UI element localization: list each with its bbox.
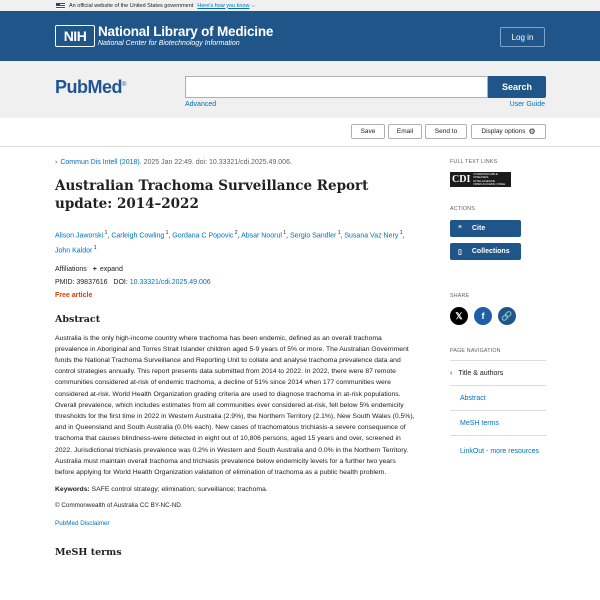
author-link[interactable]: Gordana C Popovic xyxy=(172,232,234,240)
abstract-text: Australia is the only high-income country where trachoma has been endemic, defined as an overall trachoma prevalence in Aboriginal and Torres Strait Islander children aged 5-9 years of 5% or more. The Australian Government funds the National Trachoma Surveillance and Reporting Unit to collate and analyse trachoma prevalence data and control strategies annually. This report presents data submitted from 2014 to 2022. In 2022, there were 87 remote communities considered at-risk of endemic trachoma, a decline of 51% since 2014 when 177 communities were considered at-risk. World Health Organization grading criteria are used to diagnose trachoma in at-risk populations. Overall prevalence, which includes estimates from all communities ever considered at-risk, fell below 5% endemicity thresholds for the first time in 2022 in Western Australia (2.9%), the Northern Territory (2.1%), New South Wales (0.5%), and in Queensland and South Australia (0.0% each). New cases of trachomatous trichiasis-a severe consequence of trachoma that causes blindness-were detected in eight out of 10,806 persons, aged 15 years and over, screened in 2022. Jurisdictional trichiasis prevalence was 0.2% in Western and South Australia and 0.0% in the Northern Territory. Australia must maintain overall trachoma and trichiasis prevalence below endemicity levels for a further two years before applying for World Health Organization validation of elimination of trachoma as a public health problem. xyxy=(55,334,415,477)
nav-item-label: Title & authors xyxy=(458,369,504,377)
copy-link-icon[interactable]: 🔗 xyxy=(498,307,516,325)
nih-logo[interactable]: NIH xyxy=(55,25,95,47)
chevron-down-icon: ⌵ xyxy=(251,2,256,9)
author-separator: , xyxy=(168,232,173,240)
cdi-line: DISEASES xyxy=(473,175,489,179)
cite-button[interactable] xyxy=(450,220,521,237)
author-affiliation-number[interactable]: 2 xyxy=(233,230,238,236)
keywords xyxy=(55,486,415,493)
mesh-heading: MeSH terms xyxy=(55,547,122,559)
search-band xyxy=(0,61,600,118)
author-link[interactable]: Alison Jaworski xyxy=(55,232,104,240)
search-input[interactable] xyxy=(185,76,488,98)
doi-label: DOI: xyxy=(113,278,130,286)
author-affiliation-number[interactable]: 1 xyxy=(281,230,287,236)
chevron-left-icon: ‹ xyxy=(450,369,453,377)
author-separator: , xyxy=(286,232,290,240)
us-flag-icon xyxy=(56,3,65,9)
x-twitter-icon[interactable]: 𝕏 xyxy=(450,307,468,325)
expand-link[interactable]: expand xyxy=(99,265,123,273)
abstract-heading: Abstract xyxy=(55,313,101,325)
nlm-subtitle: National Center for Biotechnology Information xyxy=(98,40,240,47)
cdi-full-text-logo[interactable] xyxy=(450,172,511,187)
page-nav xyxy=(450,360,546,468)
author-affiliation-number[interactable]: 1 xyxy=(336,230,341,236)
nlm-title[interactable]: National Library of Medicine xyxy=(98,24,274,39)
nlm-header xyxy=(0,11,600,61)
heres-how-link[interactable]: Here's how you know xyxy=(197,2,250,9)
gov-banner-text: An official website of the United States government xyxy=(69,2,194,9)
full-text-links-label: FULL TEXT LINKS xyxy=(450,159,498,165)
author-affiliation-number[interactable]: 1 xyxy=(103,230,108,236)
author-link[interactable]: Sergio Sandler xyxy=(290,232,337,240)
chevron-right-icon: › xyxy=(55,159,58,166)
author-separator: , xyxy=(237,232,242,240)
cdi-logo-big: CDI xyxy=(452,174,471,185)
affiliations-label: Affiliations xyxy=(55,265,87,273)
display-options-label: Display options xyxy=(481,128,526,135)
nav-title-authors[interactable] xyxy=(450,361,546,386)
action-bar xyxy=(0,118,600,147)
gear-icon: ⚙ xyxy=(528,127,536,136)
facebook-icon[interactable]: f xyxy=(474,307,492,325)
bookmark-icon: ▯ xyxy=(458,248,462,256)
nav-abstract[interactable]: Abstract xyxy=(450,386,546,411)
cdi-line: COMMUNICABLE xyxy=(473,171,498,176)
journal-citation xyxy=(55,159,415,166)
display-options-button[interactable] xyxy=(471,124,546,139)
page-navigation-label: PAGE NAVIGATION xyxy=(450,348,501,354)
registered-mark: ® xyxy=(122,82,126,88)
copyright: © Commonwealth of Australia CC BY-NC-ND. xyxy=(55,502,183,510)
author-affiliation-number[interactable]: 1 xyxy=(92,245,97,252)
collections-label: Collections xyxy=(471,248,510,255)
keywords-label: Keywords: xyxy=(55,486,90,494)
author-affiliation-number[interactable]: 1 xyxy=(164,230,169,236)
journal-link[interactable]: Commun Dis Intell (2018) xyxy=(60,159,140,166)
nav-mesh-terms[interactable]: MeSH terms xyxy=(450,411,546,436)
cdi-line: INTELLIGENCE xyxy=(473,178,496,183)
author-link[interactable]: Absar Noorul xyxy=(241,232,282,240)
cdi-line: OPEN ACCESS | FREE xyxy=(473,182,506,186)
author-separator: , xyxy=(402,232,405,240)
pmid: PMID: 39837616 xyxy=(55,278,108,286)
pubmed-disclaimer-link[interactable]: PubMed Disclaimer xyxy=(55,520,110,528)
collections-button[interactable] xyxy=(450,243,521,260)
actions-label: ACTIONS xyxy=(450,206,475,212)
gov-banner xyxy=(0,0,600,11)
login-button[interactable]: Log in xyxy=(500,27,545,47)
share-row xyxy=(450,307,546,325)
keywords-text: SAFE control strategy; elimination; surveillance; trachoma. xyxy=(89,486,268,494)
nav-linkout[interactable]: LinkOut - more resources xyxy=(460,448,539,455)
affiliations-row xyxy=(55,266,415,273)
cdi-logo-small xyxy=(473,173,505,187)
author-link[interactable]: John Kaldor xyxy=(55,247,93,255)
quote-icon: “ xyxy=(458,224,462,233)
advanced-search-link[interactable]: Advanced xyxy=(185,101,217,108)
share-label: SHARE xyxy=(450,293,470,299)
author-link[interactable]: Susana Vaz Nery xyxy=(344,232,399,240)
email-button[interactable]: Email xyxy=(388,124,422,139)
author-affiliation-number[interactable]: 1 xyxy=(398,230,403,236)
article-title: Australian Trachoma Surveillance Report update: 2014–2022 xyxy=(55,178,369,212)
author-list xyxy=(55,227,415,258)
user-guide-link[interactable]: User Guide xyxy=(509,101,545,108)
author-link[interactable]: Carleigh Cowling xyxy=(111,232,165,240)
citation-text: . 2025 Jan 22:49. doi: 10.33321/cdi.2025.49.006. xyxy=(139,159,292,166)
cite-label: Cite xyxy=(472,225,486,232)
author-separator: , xyxy=(107,232,112,240)
pubmed-logo-text: PubMed xyxy=(55,77,122,97)
pubmed-logo[interactable] xyxy=(55,77,126,98)
send-to-button[interactable]: Send to xyxy=(425,124,467,139)
doi-link[interactable]: 10.33321/cdi.2025.49.006 xyxy=(129,278,211,286)
search-button[interactable]: Search xyxy=(488,76,546,98)
free-article-badge: Free article xyxy=(55,291,93,299)
article-main xyxy=(55,159,415,558)
save-button[interactable]: Save xyxy=(351,124,385,139)
plus-icon[interactable]: + xyxy=(92,265,97,273)
sidebar xyxy=(450,159,546,468)
identifiers xyxy=(55,279,415,286)
author-separator: , xyxy=(340,232,345,240)
